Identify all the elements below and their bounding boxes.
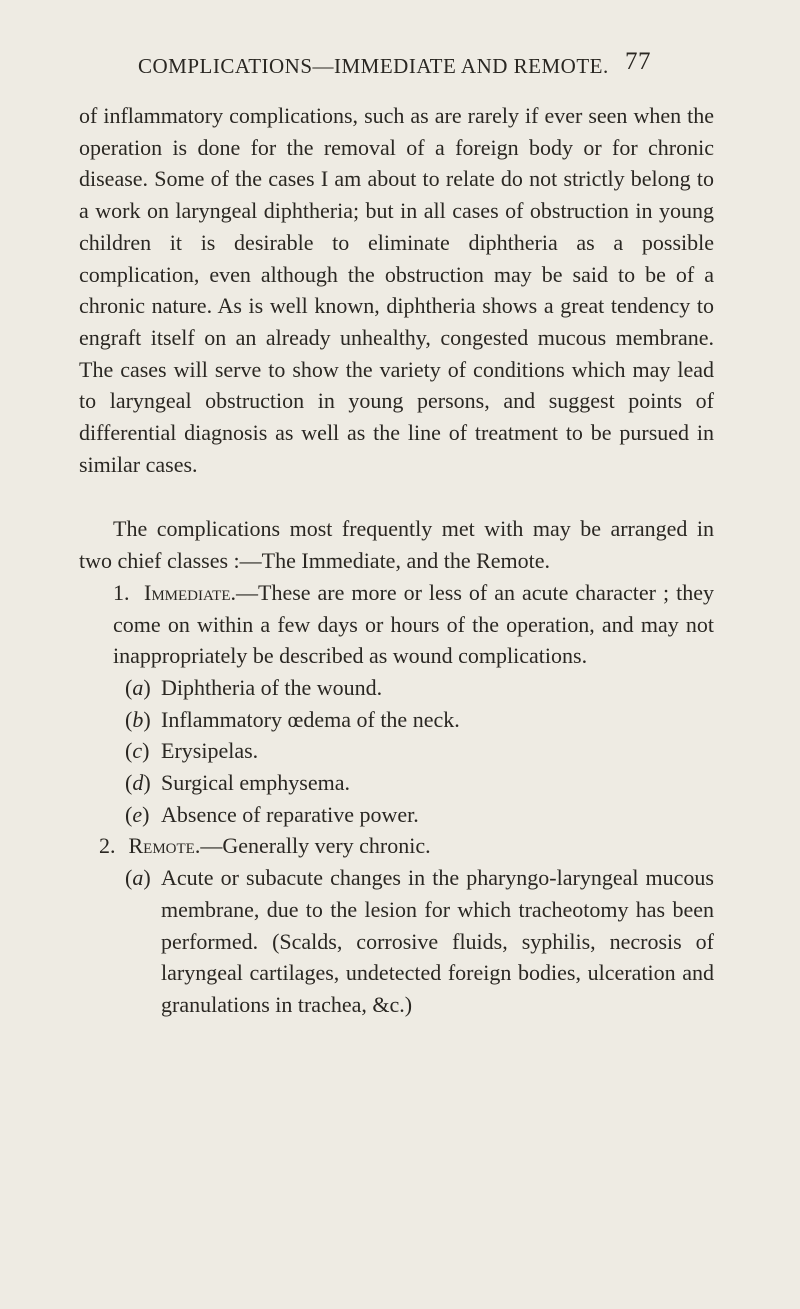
list-item: (d) Surgical emphysema. <box>125 770 350 796</box>
section-number: 2. <box>99 833 116 859</box>
section-number: 1. <box>113 579 130 605</box>
page-number: 77 <box>625 48 651 75</box>
paragraph-classes: The complications most frequently met with may be arranged in two chief classes :—The Immediate, and the Remote. <box>79 516 714 574</box>
section-heading: Immediate. <box>144 579 236 605</box>
paragraph-continuation: of inflammatory complications, such as are rarely if ever seen when the operation is done for the removal of a foreign body or for chronic disease. Some of the cases I am about to relate do not strictly belong to a work on laryngeal diphtheria; but in all cases of obstruction in young children it is desirable to eliminate diphtheria as a possible complication, even although the obstruction may be said to be of a chronic nature. As is well known, diphtheria shows a great tendency to engraft itself on an already unhealthy, congested mucous membrane. The cases will serve to show the variety of conditions which may lead to laryngeal obstruction in young persons, and suggest points of differential diagnosis as well as the line of treatment to be pursued in similar cases. <box>79 103 714 477</box>
list-item: (e) Absence of reparative power. <box>125 801 419 827</box>
list-item: (c) Erysipelas. <box>125 738 259 764</box>
section-text: —Generally very chronic. <box>200 833 431 859</box>
list-item: (a) Acute or subacute changes in the pharyngo-laryngeal mucous membrane, due to the lesion for which tracheotomy has been performed. (Scalds, corrosive fluids, syphilis, necrosis of laryngeal cartilages, undetected foreign bodies, ulceration and granulations in trachea, &c.) <box>125 865 714 1017</box>
running-head-title: COMPLICATIONS—IMMEDIATE AND REMOTE. <box>138 54 609 78</box>
section-heading: Remote. <box>128 833 201 859</box>
section-immediate <box>79 577 714 672</box>
section-remote <box>79 830 714 862</box>
body-text <box>79 100 714 1021</box>
list-item: (a) Diphtheria of the wound. <box>125 674 383 700</box>
list-item: (b) Inflammatory œdema of the neck. <box>125 706 460 732</box>
section-text: —These are more or less of an acute character ; they come on within a few days or hours of the operation, and may not inappropriately be described as wound complications. <box>113 579 714 669</box>
